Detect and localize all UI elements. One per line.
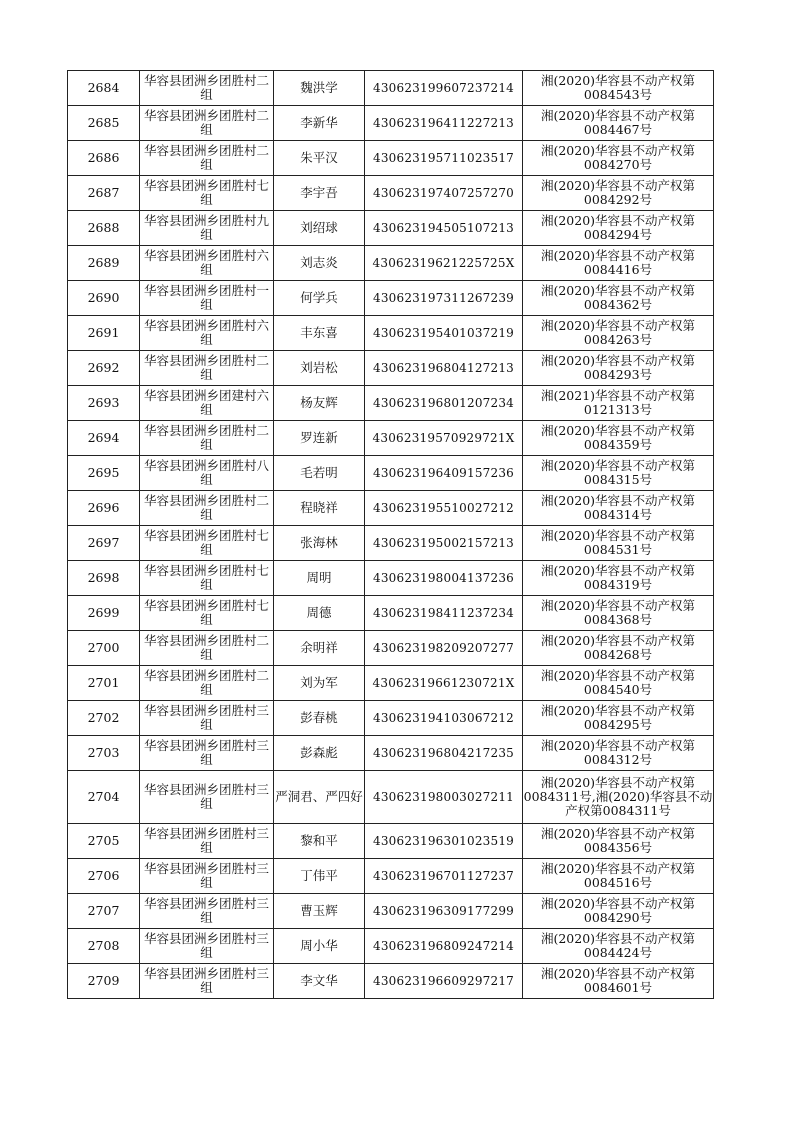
row-number-cell: 2697: [68, 526, 140, 561]
owner-name-cell: 罗连新: [274, 421, 365, 456]
row-number-cell: 2695: [68, 456, 140, 491]
row-number-cell: 2690: [68, 281, 140, 316]
table-row: [68, 666, 714, 701]
certificate-number-cell: 湘(2020)华容县不动产权第0084359号: [523, 421, 714, 456]
id-number-cell: 430623194103067212: [365, 701, 523, 736]
table-row: [68, 491, 714, 526]
owner-name-cell: 严洞君、严四好: [274, 771, 365, 824]
table-row: [68, 281, 714, 316]
address-cell: 华容县团洲乡团胜村八组: [140, 456, 274, 491]
certificate-number-cell: 湘(2020)华容县不动产权第0084263号: [523, 316, 714, 351]
records-table-body: [68, 71, 714, 999]
certificate-number-cell: 湘(2020)华容县不动产权第0084315号: [523, 456, 714, 491]
address-cell: 华容县团洲乡团胜村三组: [140, 894, 274, 929]
table-row: [68, 526, 714, 561]
address-cell: 华容县团洲乡团胜村二组: [140, 71, 274, 106]
address-cell: 华容县团洲乡团胜村九组: [140, 211, 274, 246]
table-row: [68, 141, 714, 176]
id-number-cell: 43062319661230721X: [365, 666, 523, 701]
address-cell: 华容县团洲乡团胜村二组: [140, 351, 274, 386]
table-row: [68, 421, 714, 456]
table-row: [68, 316, 714, 351]
row-number-cell: 2705: [68, 824, 140, 859]
certificate-number-cell: 湘(2020)华容县不动产权第0084516号: [523, 859, 714, 894]
certificate-number-cell: 湘(2020)华容县不动产权第0084312号: [523, 736, 714, 771]
address-cell: 华容县团洲乡团胜村七组: [140, 526, 274, 561]
owner-name-cell: 周明: [274, 561, 365, 596]
table-row: [68, 929, 714, 964]
row-number-cell: 2686: [68, 141, 140, 176]
table-row: [68, 211, 714, 246]
row-number-cell: 2692: [68, 351, 140, 386]
row-number-cell: 2704: [68, 771, 140, 824]
table-row: [68, 701, 714, 736]
row-number-cell: 2708: [68, 929, 140, 964]
certificate-number-cell: 湘(2020)华容县不动产权第0084268号: [523, 631, 714, 666]
address-cell: 华容县团洲乡团胜村三组: [140, 771, 274, 824]
certificate-number-cell: 湘(2020)华容县不动产权第0084319号: [523, 561, 714, 596]
address-cell: 华容县团洲乡团胜村六组: [140, 316, 274, 351]
table-row: [68, 71, 714, 106]
owner-name-cell: 余明祥: [274, 631, 365, 666]
owner-name-cell: 李文华: [274, 964, 365, 999]
certificate-number-cell: 湘(2020)华容县不动产权第0084362号: [523, 281, 714, 316]
owner-name-cell: 彭春桃: [274, 701, 365, 736]
row-number-cell: 2687: [68, 176, 140, 211]
table-row: [68, 964, 714, 999]
row-number-cell: 2701: [68, 666, 140, 701]
address-cell: 华容县团洲乡团胜村三组: [140, 736, 274, 771]
table-row: [68, 894, 714, 929]
certificate-number-cell: 湘(2020)华容县不动产权第0084467号: [523, 106, 714, 141]
row-number-cell: 2698: [68, 561, 140, 596]
owner-name-cell: 朱平汉: [274, 141, 365, 176]
certificate-number-cell: 湘(2020)华容县不动产权第0084368号: [523, 596, 714, 631]
owner-name-cell: 杨友辉: [274, 386, 365, 421]
id-number-cell: 430623196301023519: [365, 824, 523, 859]
row-number-cell: 2709: [68, 964, 140, 999]
certificate-number-cell: 湘(2020)华容县不动产权第0084540号: [523, 666, 714, 701]
table-row: [68, 631, 714, 666]
address-cell: 华容县团洲乡团胜村二组: [140, 106, 274, 141]
address-cell: 华容县团洲乡团胜村三组: [140, 859, 274, 894]
id-number-cell: 430623196409157236: [365, 456, 523, 491]
address-cell: 华容县团洲乡团胜村一组: [140, 281, 274, 316]
owner-name-cell: 黎和平: [274, 824, 365, 859]
id-number-cell: 430623195711023517: [365, 141, 523, 176]
owner-name-cell: 毛若明: [274, 456, 365, 491]
address-cell: 华容县团洲乡团胜村三组: [140, 964, 274, 999]
owner-name-cell: 周德: [274, 596, 365, 631]
table-row: [68, 351, 714, 386]
certificate-number-cell: 湘(2020)华容县不动产权第0084356号: [523, 824, 714, 859]
address-cell: 华容县团洲乡团胜村二组: [140, 666, 274, 701]
address-cell: 华容县团洲乡团建村六组: [140, 386, 274, 421]
id-number-cell: 430623195002157213: [365, 526, 523, 561]
owner-name-cell: 刘为军: [274, 666, 365, 701]
certificate-number-cell: 湘(2020)华容县不动产权第0084416号: [523, 246, 714, 281]
row-number-cell: 2688: [68, 211, 140, 246]
id-number-cell: 430623198411237234: [365, 596, 523, 631]
certificate-number-cell: 湘(2020)华容县不动产权第0084294号: [523, 211, 714, 246]
id-number-cell: 430623196804127213: [365, 351, 523, 386]
row-number-cell: 2696: [68, 491, 140, 526]
id-number-cell: 43062319621225725X: [365, 246, 523, 281]
table-row: [68, 176, 714, 211]
certificate-number-cell: 湘(2020)华容县不动产权第0084292号: [523, 176, 714, 211]
certificate-number-cell: 湘(2020)华容县不动产权第0084314号: [523, 491, 714, 526]
address-cell: 华容县团洲乡团胜村七组: [140, 596, 274, 631]
row-number-cell: 2689: [68, 246, 140, 281]
id-number-cell: 430623196804217235: [365, 736, 523, 771]
owner-name-cell: 程晓祥: [274, 491, 365, 526]
id-number-cell: 430623198004137236: [365, 561, 523, 596]
id-number-cell: 430623196411227213: [365, 106, 523, 141]
id-number-cell: 430623196701127237: [365, 859, 523, 894]
address-cell: 华容县团洲乡团胜村三组: [140, 929, 274, 964]
certificate-number-cell: 湘(2020)华容县不动产权第0084531号: [523, 526, 714, 561]
id-number-cell: 430623197311267239: [365, 281, 523, 316]
row-number-cell: 2684: [68, 71, 140, 106]
owner-name-cell: 刘绍球: [274, 211, 365, 246]
address-cell: 华容县团洲乡团胜村二组: [140, 491, 274, 526]
owner-name-cell: 曹玉辉: [274, 894, 365, 929]
address-cell: 华容县团洲乡团胜村三组: [140, 701, 274, 736]
table-row: [68, 736, 714, 771]
row-number-cell: 2694: [68, 421, 140, 456]
address-cell: 华容县团洲乡团胜村七组: [140, 176, 274, 211]
certificate-number-cell: 湘(2020)华容县不动产权第0084290号: [523, 894, 714, 929]
id-number-cell: 430623196309177299: [365, 894, 523, 929]
row-number-cell: 2703: [68, 736, 140, 771]
row-number-cell: 2707: [68, 894, 140, 929]
owner-name-cell: 魏洪学: [274, 71, 365, 106]
owner-name-cell: 张海林: [274, 526, 365, 561]
table-row: [68, 596, 714, 631]
certificate-number-cell: 湘(2020)华容县不动产权第0084295号: [523, 701, 714, 736]
table-row: [68, 859, 714, 894]
address-cell: 华容县团洲乡团胜村六组: [140, 246, 274, 281]
id-number-cell: 430623197407257270: [365, 176, 523, 211]
id-number-cell: 430623194505107213: [365, 211, 523, 246]
address-cell: 华容县团洲乡团胜村三组: [140, 824, 274, 859]
id-number-cell: 430623195510027212: [365, 491, 523, 526]
row-number-cell: 2699: [68, 596, 140, 631]
address-cell: 华容县团洲乡团胜村二组: [140, 421, 274, 456]
id-number-cell: 430623196809247214: [365, 929, 523, 964]
owner-name-cell: 李新华: [274, 106, 365, 141]
owner-name-cell: 丰东喜: [274, 316, 365, 351]
id-number-cell: 430623198003027211: [365, 771, 523, 824]
id-number-cell: 430623198209207277: [365, 631, 523, 666]
row-number-cell: 2693: [68, 386, 140, 421]
owner-name-cell: 丁伟平: [274, 859, 365, 894]
certificate-number-cell: 湘(2020)华容县不动产权第0084601号: [523, 964, 714, 999]
certificate-number-cell: 湘(2020)华容县不动产权第0084293号: [523, 351, 714, 386]
id-number-cell: 43062319570929721X: [365, 421, 523, 456]
id-number-cell: 430623195401037219: [365, 316, 523, 351]
id-number-cell: 430623196801207234: [365, 386, 523, 421]
row-number-cell: 2702: [68, 701, 140, 736]
address-cell: 华容县团洲乡团胜村七组: [140, 561, 274, 596]
owner-name-cell: 刘岩松: [274, 351, 365, 386]
owner-name-cell: 周小华: [274, 929, 365, 964]
row-number-cell: 2706: [68, 859, 140, 894]
address-cell: 华容县团洲乡团胜村二组: [140, 631, 274, 666]
id-number-cell: 430623199607237214: [365, 71, 523, 106]
table-row: [68, 106, 714, 141]
table-row: [68, 771, 714, 824]
certificate-number-cell: 湘(2020)华容县不动产权第0084543号: [523, 71, 714, 106]
owner-name-cell: 李宇吾: [274, 176, 365, 211]
certificate-number-cell: 湘(2020)华容县不动产权第0084270号: [523, 141, 714, 176]
owner-name-cell: 何学兵: [274, 281, 365, 316]
certificate-number-cell: 湘(2020)华容县不动产权第0084424号: [523, 929, 714, 964]
table-row: [68, 246, 714, 281]
certificate-number-cell: 湘(2020)华容县不动产权第0084311号,湘(2020)华容县不动产权第0084311号: [523, 771, 714, 824]
records-table: [67, 70, 714, 999]
row-number-cell: 2691: [68, 316, 140, 351]
owner-name-cell: 彭森彪: [274, 736, 365, 771]
table-row: [68, 561, 714, 596]
certificate-number-cell: 湘(2021)华容县不动产权第0121313号: [523, 386, 714, 421]
table-row: [68, 824, 714, 859]
row-number-cell: 2700: [68, 631, 140, 666]
id-number-cell: 430623196609297217: [365, 964, 523, 999]
table-row: [68, 386, 714, 421]
row-number-cell: 2685: [68, 106, 140, 141]
table-row: [68, 456, 714, 491]
owner-name-cell: 刘志炎: [274, 246, 365, 281]
address-cell: 华容县团洲乡团胜村二组: [140, 141, 274, 176]
